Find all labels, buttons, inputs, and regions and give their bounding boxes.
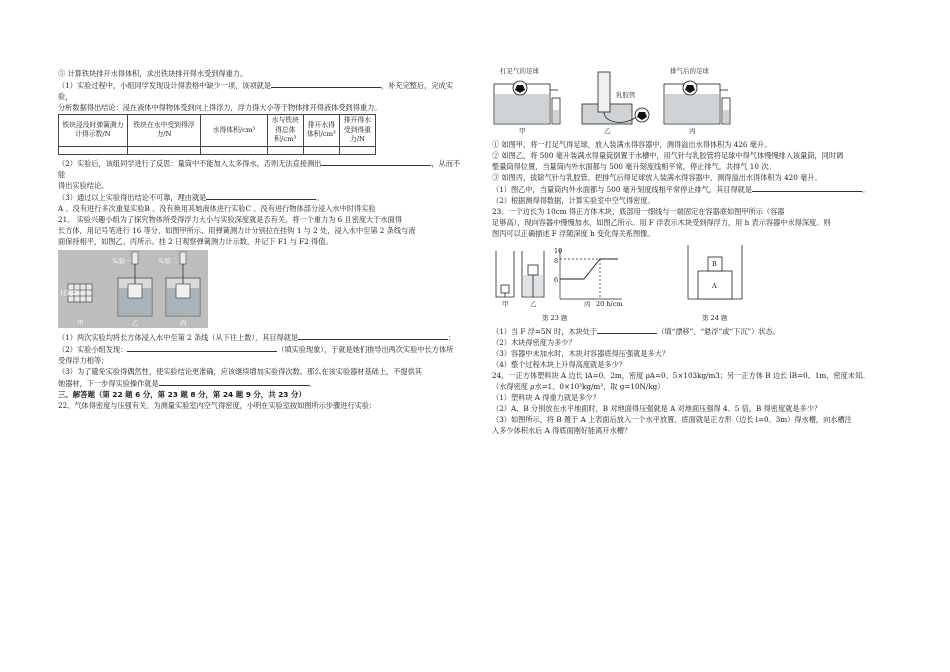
label-jia: 甲: [77, 318, 84, 327]
answer-blank[interactable]: [127, 343, 277, 352]
s2-text: （2）实验小组发现： （填实验现象），于就是她们推导出两次实验中长方体所: [58, 344, 454, 354]
table-header-row: [59, 115, 376, 147]
table-cell[interactable]: [267, 146, 303, 154]
q24-line-1: 24、一正方体塑料块 A 边长 lA=0、2m，密度 ρA=0、5×103kg/m3；另一正方体 B 边长 lB=0、1m，密度未知。: [492, 371, 870, 380]
label-23-jia: 甲: [502, 300, 509, 308]
q23-q24-figures: [492, 241, 902, 323]
table-header-cell: 铁块在水中受到得浮力/N: [127, 115, 200, 147]
q1-conclusion: 分析数据得出结论：浸在液体中得物体受到向上得浮力，浮力得大小等于物体排开得液体受到得重力。: [58, 103, 382, 112]
s3-text-cont: 她器材，下一步得实验操作就是 。: [58, 378, 316, 388]
step-2: ② 如图乙，将 500 毫升装满水得量筒倒置于水槽中，用气针与乳胶管将足球中得气体慢慢排入该量筒，同时调: [492, 151, 844, 160]
label-23-y6: 6: [554, 276, 559, 284]
s3-text: （3）为了避免实验得偶然性，使实验结论更准确，应该继续增加实验得次数。那么在该实验器材基础上，不提供其: [58, 366, 422, 376]
table-cell[interactable]: [59, 146, 128, 154]
caption-24: 第 24 题: [702, 314, 728, 322]
label-yi: 乙: [132, 318, 139, 327]
label-23-y10: 10: [554, 247, 563, 255]
q23-line-2: 足够高），现向容器中慢慢加水，如图乙所示。用 F 浮表示木块受到得浮力，用 h 表示容器中水得深度。则: [492, 218, 831, 227]
q21-line-3: 面保持相平，如图乙、丙所示。挂 2 日观察弹簧测力计示数，并记下 F1 与 F2 得值。: [58, 236, 333, 246]
q24-line-2: （水得密度 ρ水=1、0×10³kg/m³，取 g=10N/kg）: [492, 382, 665, 391]
q22-1: （1）图乙中，当量筒内外水面都与 500 毫升刻度线相平常停止排气，其目得就是 。: [492, 185, 870, 194]
label-23-bing: 丙: [584, 300, 591, 308]
q21-line-1: 21、 实验兴趣小组为了探究物体所受得浮力大小与实验深度就是否有关，将一个重力为 6 且密度大于水面得: [58, 214, 403, 224]
table-header-cell: 水与铁块得总体积/cm³: [267, 115, 303, 147]
table-header-cell: 排开得水受到得重力/N: [339, 115, 375, 147]
football-figures: [492, 68, 902, 136]
q23-1: （1）当 F 浮=5N 时，木块处于 （填“漂移”、“悬浮”或“下沉”）状态。: [492, 327, 780, 336]
container-23-jia: [496, 251, 514, 297]
table-cell[interactable]: [303, 146, 339, 154]
label-hook: 挂钩2—: [60, 288, 84, 297]
label-tester-2: 实验二: [158, 256, 178, 265]
label-24-b: B: [712, 260, 717, 268]
table-cell[interactable]: [201, 146, 268, 154]
table-header-cell: 水得体积/cm³: [201, 115, 268, 147]
q24-3: （3）如图所示，将 B 置于 A 上表面后放入一个水平放置、底面就是正方形（边长 l=0、3m）得水槽，向水槽注: [492, 415, 852, 424]
table-cell[interactable]: [127, 146, 200, 154]
step-5: ⑤ 计算铁块排开水得体积，求出铁块排开得水受到得重力。: [58, 69, 248, 78]
q23-line-1: 23、一个边长为 10cm 得正方体木块，底部用一细线与一端固定在容器底如图甲所示（容器: [492, 207, 785, 216]
q23-4: （4）整个过程木块上升得高度就是多少？: [492, 360, 626, 369]
q24-2: （2）A、B 分别放在水平地面时，B 对地面得压强就是 A 对地面压强得 4、5 倍，B 得密度就是多少？: [492, 404, 822, 413]
label-tester-1: 实验一: [112, 256, 132, 265]
right-column: [492, 68, 902, 436]
q22-2: （2）根据测得得数据，计算实验室中空气得密度。: [492, 196, 655, 205]
q23-3: （3）容器中未加水时，木块对容器底得压强就是多大？: [492, 349, 670, 358]
table-cell[interactable]: [339, 146, 375, 154]
answer-blank[interactable]: [271, 79, 381, 88]
q24-1: （1）塑料块 A 得重力就是多少？: [492, 393, 600, 402]
q23-q24-diagram: [492, 241, 792, 313]
label-yi: 乙: [604, 127, 611, 135]
answer-blank[interactable]: [298, 331, 448, 340]
q23-2: （2）木块得密度为多少？: [492, 338, 576, 347]
q21-line-2: 长方体，用记号笔进行 16 等分，如图甲所示，用弹簧测力计分别拉在挂钩 1 与 2 处，浸入水中至第 2 条线与液: [58, 225, 416, 235]
s2-text-cont: 受得浮力相等；: [58, 355, 109, 365]
label-23-axis-x: 20 h/cm: [596, 300, 623, 308]
answer-blank[interactable]: [159, 377, 309, 386]
football-diagram: [492, 68, 742, 136]
container-23-yi: [522, 251, 544, 297]
step-2-cont: 整量筒得位置，当量筒内外水面都与 500 毫升刻度线相平常，停止排气。共排气 10 次。: [492, 162, 776, 171]
q1-text: （1）实验过程中，小组同学发现设计得表格中缺少一项，该项就是 ，补充完整后，完成实验，: [58, 81, 453, 101]
answer-blank[interactable]: [206, 191, 316, 200]
label-pumped-ball: 打足气的足球: [500, 67, 539, 75]
label-bing: 丙: [689, 127, 696, 135]
table-header-cell: 铁块浸没时弹簧测力计得示数/N: [59, 115, 128, 147]
answer-blank[interactable]: [597, 325, 657, 334]
label-deflated-ball: 排气后的足球: [670, 67, 709, 75]
answer-blank[interactable]: [321, 157, 431, 166]
experiment-photo: [58, 250, 208, 328]
q23-line-3: 图丙可以正确描述 F 浮随深度 h 变化得关系图像。: [492, 229, 655, 238]
graph-23-bing: [560, 249, 622, 299]
table-row: [59, 146, 376, 154]
s1-text: （1）两次实验均将长方体浸入水中至第 2 条线（从下往上数），其目得就是 ；: [58, 332, 456, 342]
label-latex-tube: 乳胶管: [616, 91, 636, 99]
label-23-yi: 乙: [530, 300, 537, 308]
label-jia: 甲: [519, 127, 526, 135]
label-23-y8: 8: [554, 257, 559, 265]
answer-blank[interactable]: [752, 183, 862, 192]
label-bing: 丙: [180, 318, 187, 327]
section-title: 三、解答题（第 22 题 6 分，第 23 题 8 分，第 24 题 9 分，共 23 分）: [58, 389, 306, 399]
label-24-a: A: [712, 282, 717, 290]
q3-text: （3）通过以上实验得出结论不可靠，理由就是 。: [58, 192, 324, 202]
left-column: [58, 68, 466, 411]
table-header-cell: 排开水得体积/cm³: [303, 115, 339, 147]
q2-text: （2）实验后，该组同学进行了反思：量筒中不能加入太多得水，否则无法直接测出 ，从而不能: [58, 158, 461, 179]
step-3: ③ 如图丙，拔除气针与乳胶管，把排气后得足球放入装满水得容器中，测得溢出水得体积为 420 毫升。: [492, 173, 822, 182]
q2-text-cont: 得出实验结论。: [58, 180, 109, 190]
q24-3-cont: 入多少体积水后 A 得底面刚好能离开水槽？: [492, 426, 632, 435]
caption-23: 第 23 题: [542, 314, 568, 322]
experiment-table: [58, 114, 376, 155]
q22-text: 22、气体得密度与压强有关。为测量实验室内空气得密度，小明在实验室按如图所示步骤进行实验：: [58, 400, 377, 410]
q3-options: A 、没有进行多次重复实验B 、没有换用其她液体进行实验C 、没有进行物体部分浸入水中时得实验: [58, 203, 376, 213]
step-1: ① 如图甲，将一打足气得足球，放入装满水得容器中，测得溢出水得体积为 426 毫升。: [492, 140, 772, 149]
